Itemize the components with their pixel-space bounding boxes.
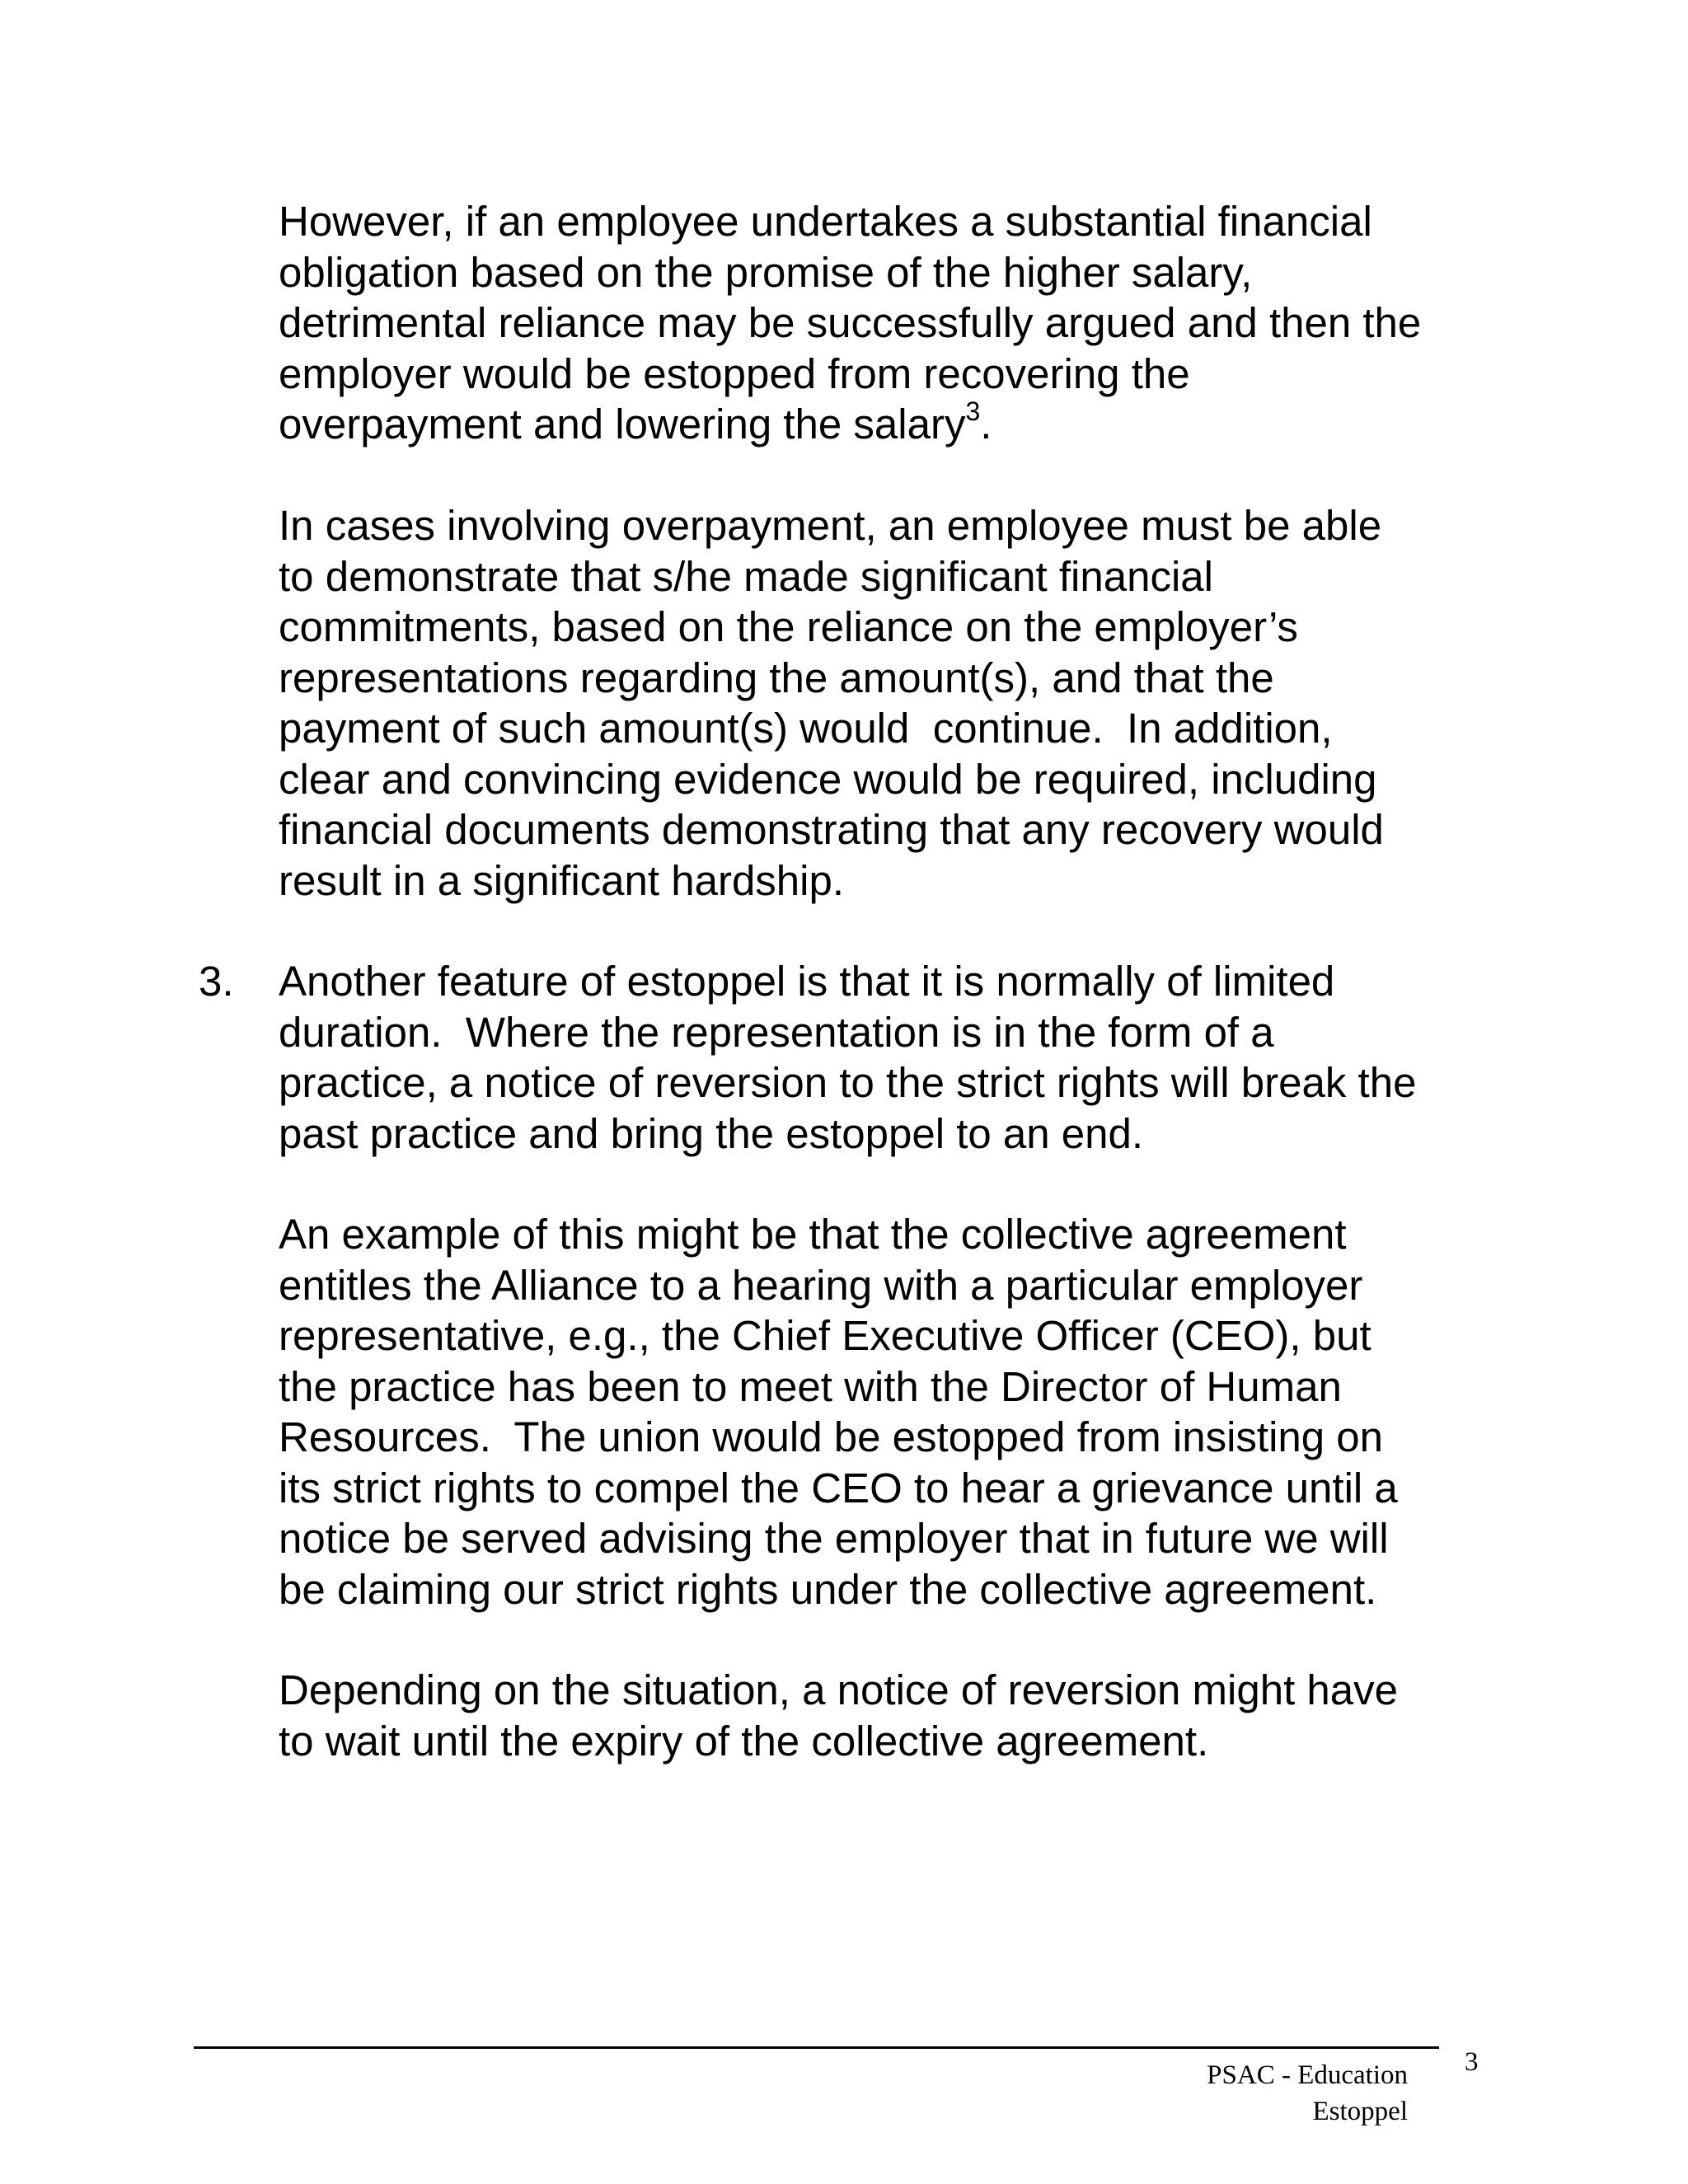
list-item-limited-duration <box>279 956 1515 1159</box>
paragraph-line: to wait until the expiry of the collective agreement. <box>279 1717 1209 1765</box>
paragraph-line: obligation based on the promise of the higher salary, <box>279 248 1253 296</box>
paragraph-salary-reliance <box>279 196 1515 450</box>
paragraph-line: Resources. The union would be estopped from insisting on <box>279 1413 1384 1460</box>
paragraph-line: In cases involving overpayment, an employee must be able <box>279 502 1382 549</box>
footer-organization: PSAC - Education <box>1207 2060 1408 2090</box>
paragraph-line: payment of such amount(s) would continue. In addition, <box>279 705 1333 752</box>
paragraph-line: practice, a notice of reversion to the strict rights will break the <box>279 1059 1417 1106</box>
paragraph-line <box>279 396 1515 450</box>
paragraph-line: financial documents demonstrating that any recovery would <box>279 806 1384 853</box>
paragraph-line-text: overpayment and lowering the salary <box>279 401 966 448</box>
paragraph-line: employer would be estopped from recovering the <box>279 349 1190 397</box>
paragraph-line: clear and convincing evidence would be required, including <box>279 755 1377 803</box>
paragraph-line: result in a significant hardship. <box>279 856 845 904</box>
paragraph-line: the practice has been to meet with the Director of Human <box>279 1362 1342 1410</box>
paragraph-reversion-notice <box>279 1665 1515 1766</box>
footnote-reference: 3 <box>965 396 981 426</box>
paragraph-line: notice be served advising the employer that in future we will <box>279 1515 1389 1562</box>
footer-caption <box>1207 2057 1408 2130</box>
paragraph-line: be claiming our strict rights under the collective agreement. <box>279 1565 1377 1613</box>
footer-divider <box>194 2046 1439 2049</box>
paragraph-overpayment-cases <box>279 500 1515 906</box>
paragraph-line: entitles the Alliance to a hearing with a particular employer <box>279 1261 1363 1309</box>
paragraph-line: However, if an employee undertakes a substantial financial <box>279 198 1372 245</box>
paragraph-line: representations regarding the amount(s), and that the <box>279 654 1274 701</box>
end-punctuation: . <box>980 401 992 448</box>
paragraph-line: commitments, based on the reliance on the employer’s <box>279 603 1298 650</box>
paragraph-example <box>279 1209 1515 1615</box>
paragraph-line: detrimental reliance may be successfully argued and then the <box>279 299 1422 346</box>
paragraph-line: to demonstrate that s/he made significant financial <box>279 552 1213 600</box>
paragraph-line: An example of this might be that the collective agreement <box>279 1211 1347 1258</box>
list-item-number: 3. <box>199 958 234 1005</box>
paragraph-line: Depending on the situation, a notice of reversion might have <box>279 1666 1399 1713</box>
paragraph-line: Another feature of estoppel is that it is normally of limited <box>279 958 1335 1005</box>
paragraph-line: duration. Where the representation is in the form of a <box>279 1008 1274 1056</box>
footer-topic: Estoppel <box>1312 2097 1408 2126</box>
paragraph-line: its strict rights to compel the CEO to hear a grievance until a <box>279 1464 1398 1511</box>
paragraph-line: representative, e.g., the Chief Executive Officer (CEO), but <box>279 1312 1372 1359</box>
page-number: 3 <box>1465 2047 1479 2077</box>
paragraph-line: past practice and bring the estoppel to an end. <box>279 1109 1144 1157</box>
